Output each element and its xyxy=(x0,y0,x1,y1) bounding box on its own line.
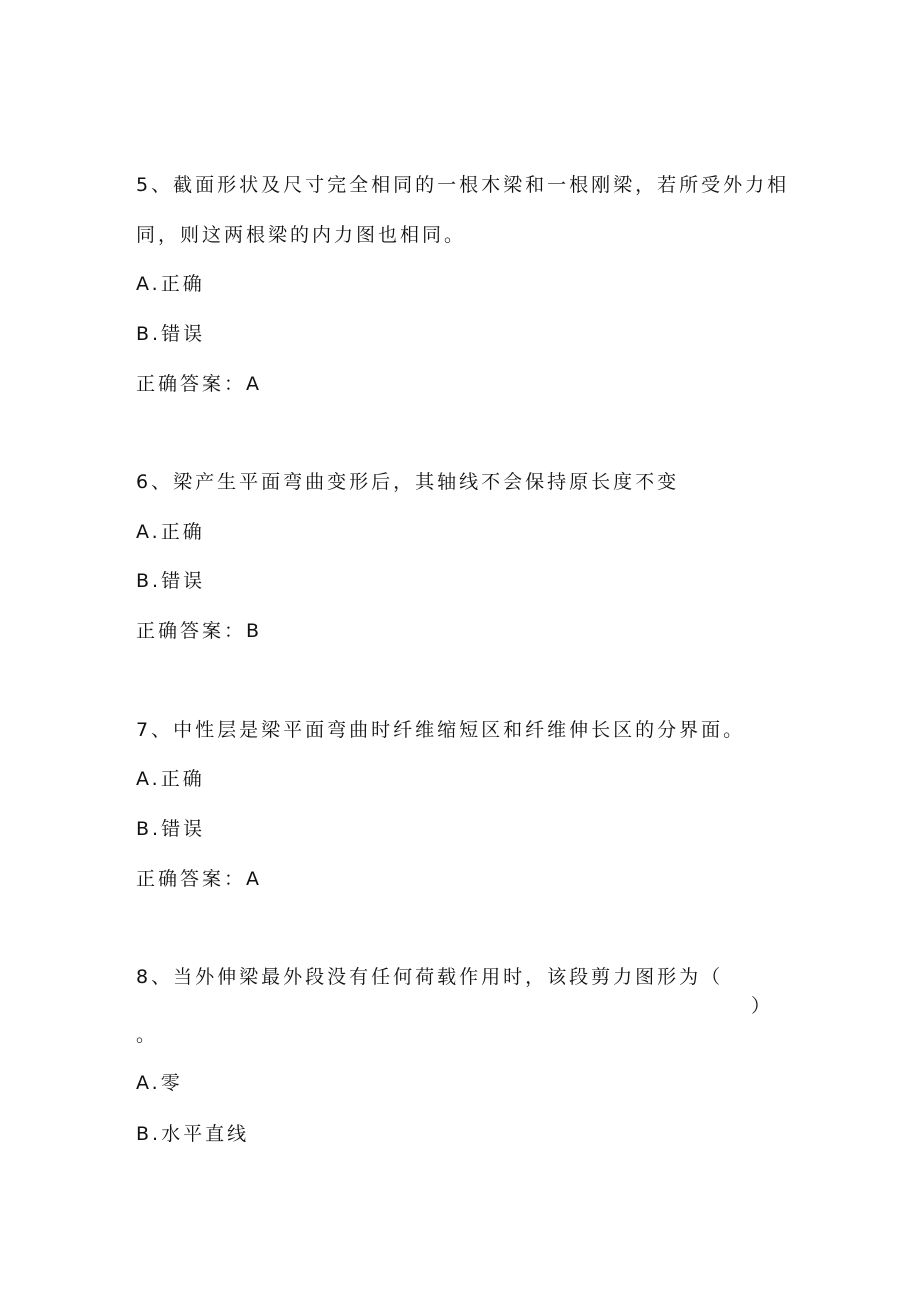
question-6-option-a: A.正确 xyxy=(136,521,205,543)
question-5-option-b: B.错误 xyxy=(136,323,206,345)
question-5-stem-line-1: 5、截面形状及尺寸完全相同的一根木梁和一根刚梁，若所受外力相 xyxy=(136,174,790,196)
question-6-option-b: B.错误 xyxy=(136,570,206,592)
question-5-answer: 正确答案：A xyxy=(136,373,262,395)
question-6-stem: 6、梁产生平面弯曲变形后，其轴线不会保持原长度不变 xyxy=(136,471,680,493)
question-8-option-a: A.零 xyxy=(136,1072,183,1094)
question-7-stem: 7、中性层是梁平面弯曲时纤维缩短区和纤维伸长区的分界面。 xyxy=(136,719,746,741)
question-7-option-b: B.错误 xyxy=(136,818,206,840)
question-8-close-paren: ） xyxy=(751,995,771,1017)
question-5-option-a: A.正确 xyxy=(136,273,205,295)
question-7-option-a: A.正确 xyxy=(136,768,205,790)
question-8-stem-tail: 。 xyxy=(136,1024,159,1046)
question-7-answer: 正确答案：A xyxy=(136,868,262,890)
question-8-option-b: B.水平直线 xyxy=(136,1123,250,1145)
question-6-answer: 正确答案：B xyxy=(136,620,263,642)
question-5-stem-line-2: 同，则这两根梁的内力图也相同。 xyxy=(136,224,467,246)
question-8-stem: 8、当外伸梁最外段没有任何荷载作用时，该段剪力图形为（ xyxy=(136,966,724,988)
